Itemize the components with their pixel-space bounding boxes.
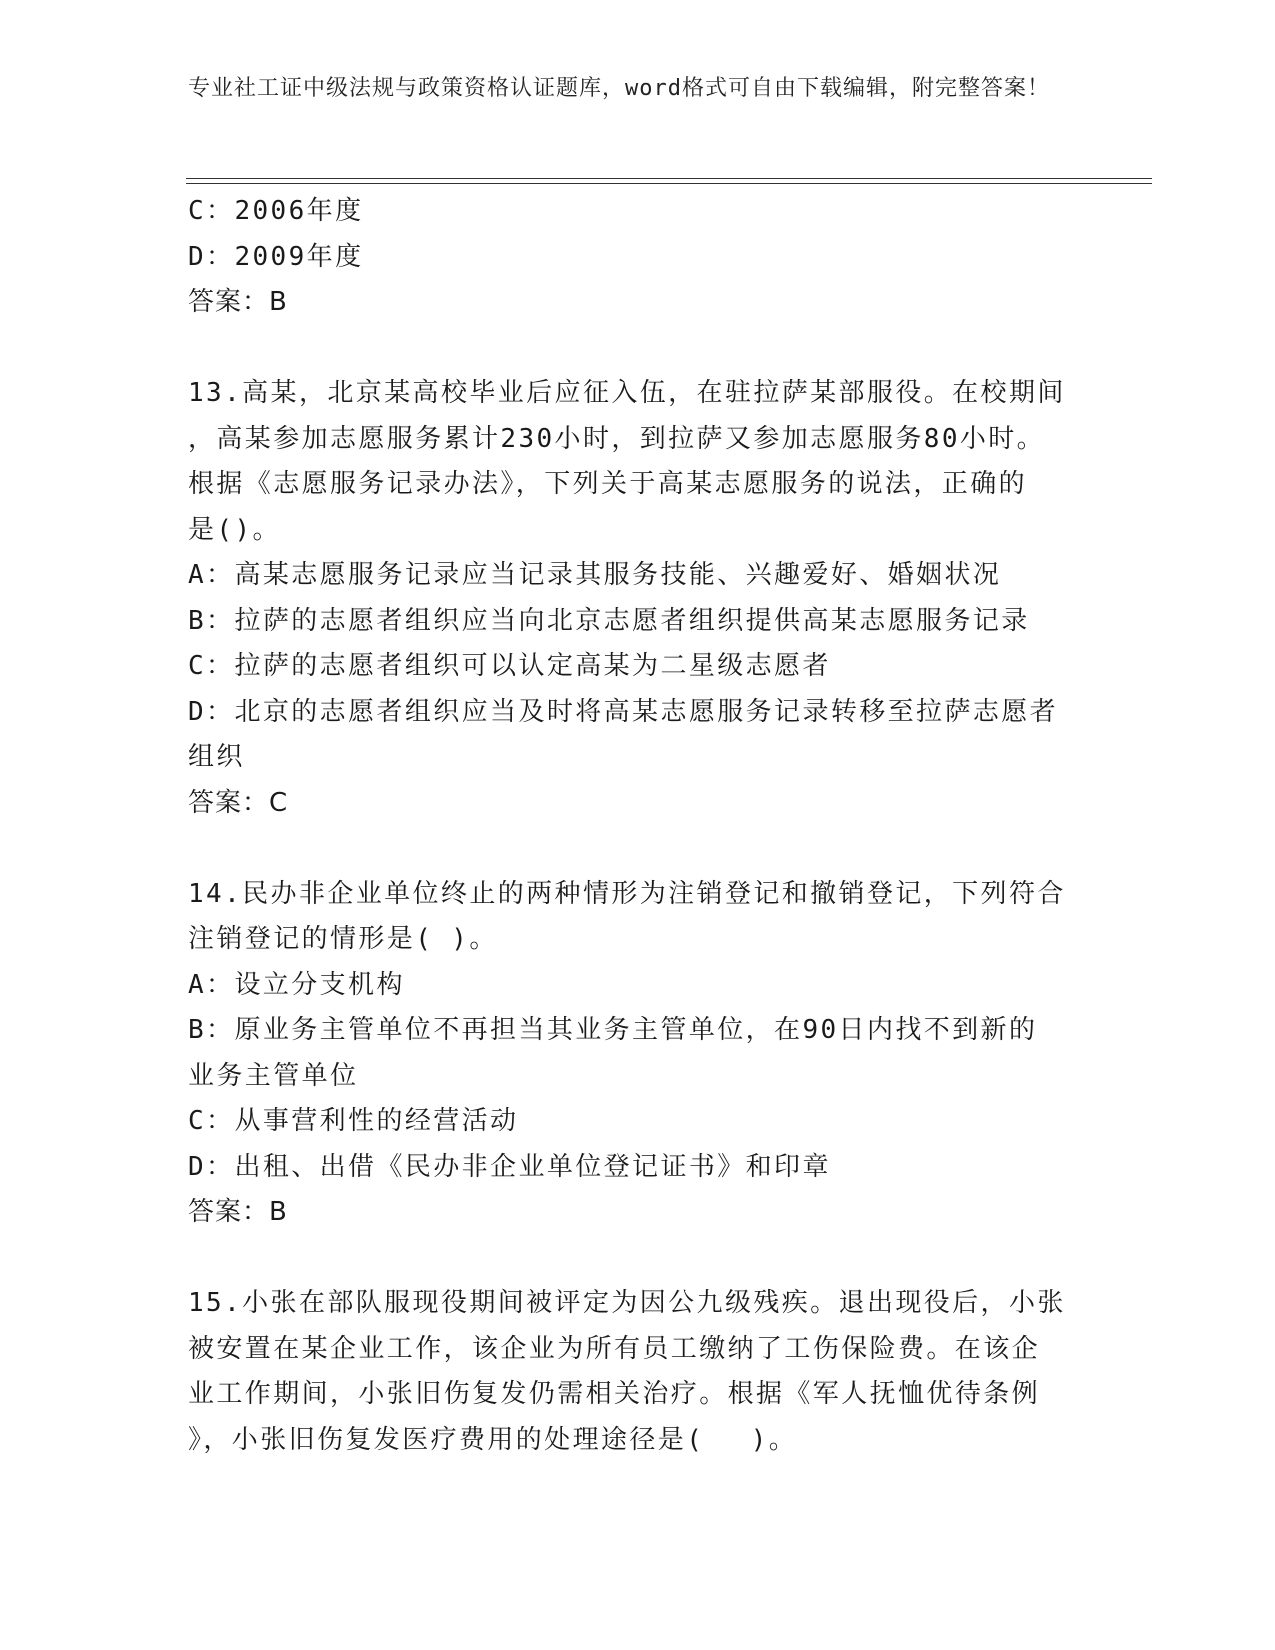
spacer — [188, 826, 1078, 872]
option-b: B：拉萨的志愿者组织应当向北京志愿者组织提供高某志愿服务记录 — [188, 605, 1030, 636]
option-b-continued: 业务主管单位 — [188, 1060, 359, 1091]
option-c: C：拉萨的志愿者组织可以认定高某为二星级志愿者 — [188, 651, 831, 681]
question-text-line: 根据《志愿服务记录办法》，下列关于高某志愿服务的说法，正确的 — [188, 469, 1028, 499]
question-13 — [188, 371, 1078, 826]
option-d: D：出租、出借《民办非企业单位登记证书》和印章 — [188, 1151, 831, 1182]
answer-line: 答案：B — [188, 287, 288, 317]
question-text-line: ，高某参加志愿服务累计230小时，到拉萨又参加志愿服务80小时。 — [188, 423, 1046, 454]
header-rule-top — [186, 178, 1152, 179]
page-header: 专业社工证中级法规与政策资格认证题库，word格式可自由下载编辑，附完整答案！ — [188, 76, 1050, 101]
question-text-line: 15.小张在部队服现役期间被评定为因公九级残疾。退出现役后，小张 — [188, 1288, 1066, 1318]
answer-line: 答案：B — [188, 1197, 288, 1227]
question-text-line: 13.高某，北京某高校毕业后应征入伍，在驻拉萨某部服役。在校期间 — [188, 378, 1066, 408]
question-15 — [188, 1281, 1078, 1463]
option-d-continued: 组织 — [188, 742, 245, 772]
question-text-line: 被安置在某企业工作，该企业为所有员工缴纳了工伤保险费。在该企 — [188, 1333, 1041, 1364]
answer-line: 答案：C — [188, 787, 289, 818]
option-b: B：原业务主管单位不再担当其业务主管单位，在90日内找不到新的 — [188, 1015, 1038, 1045]
header-rule-bottom — [186, 183, 1152, 184]
spacer — [188, 326, 1078, 372]
option-c: C：2006年度 — [188, 196, 364, 226]
option-c: C：从事营利性的经营活动 — [188, 1106, 519, 1136]
question-text-line: 》，小张旧伤复发医疗费用的处理途径是( )。 — [188, 1424, 798, 1455]
option-a: A：高某志愿服务记录应当记录其服务技能、兴趣爱好、婚姻状况 — [188, 560, 1002, 590]
prev-question-block — [188, 189, 1078, 326]
option-d: D：2009年度 — [188, 241, 364, 272]
spacer — [188, 1236, 1078, 1282]
question-text-line: 注销登记的情形是( )。 — [188, 924, 498, 954]
question-text-line: 14.民办非企业单位终止的两种情形为注销登记和撤销登记，下列符合 — [188, 878, 1066, 909]
question-content — [188, 189, 1078, 1463]
option-d: D：北京的志愿者组织应当及时将高某志愿服务记录转移至拉萨志愿者 — [188, 696, 1059, 727]
question-text-line: 是()。 — [188, 514, 281, 545]
question-text-line: 业工作期间，小张旧伤复发仍需相关治疗。根据《军人抚恤优待条例 — [188, 1379, 1041, 1409]
question-14 — [188, 872, 1078, 1236]
option-a: A：设立分支机构 — [188, 969, 405, 1000]
